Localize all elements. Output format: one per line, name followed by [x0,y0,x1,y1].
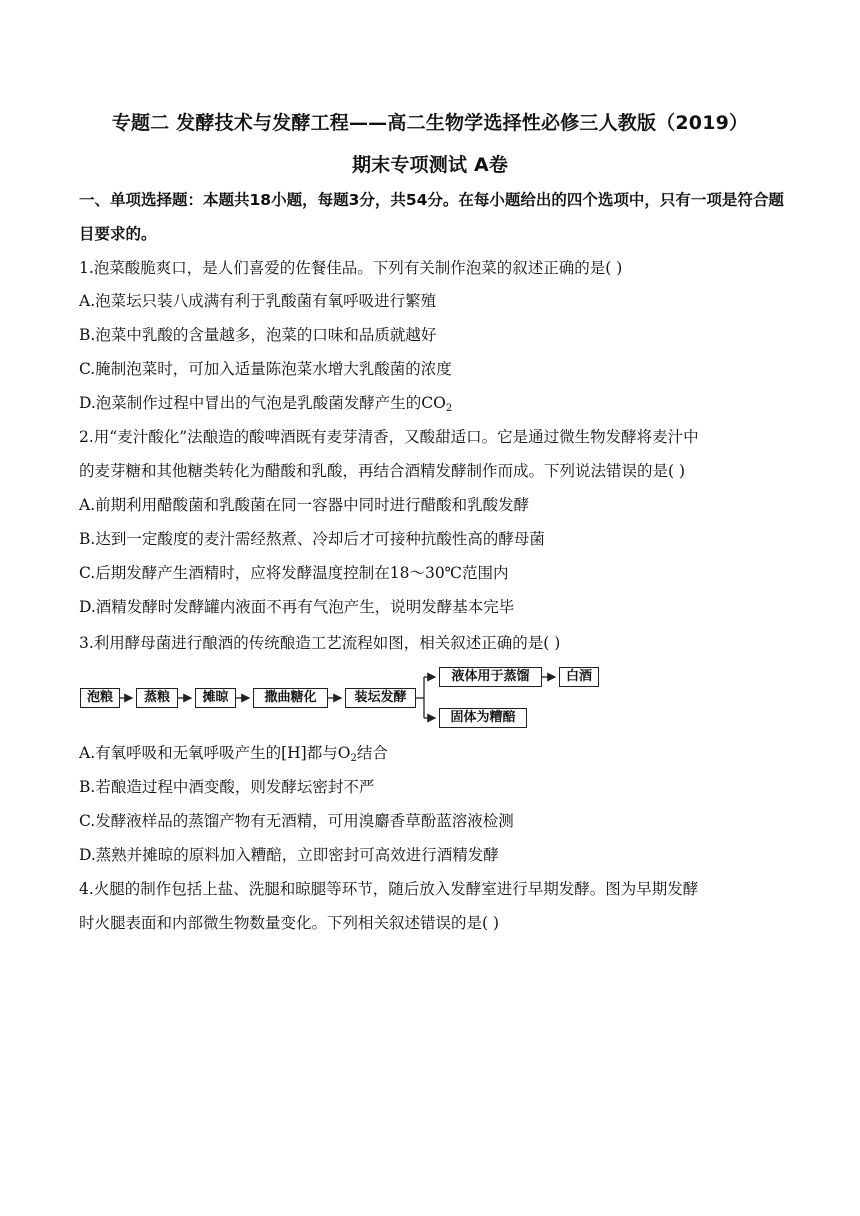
flow-box-liquid-distill: 液体用于蒸馏 [439,667,542,687]
question-1-option-d [79,392,791,420]
question-1-option-a: A.泡菜坛只装八成满有利于乳酸菌有氧呼吸进行繁殖 [79,292,437,310]
question-3-option-a [79,742,791,770]
question-3-stem: 3.利用酵母菌进行酿酒的传统酿造工艺流程如图，相关叙述正确的是( ) [79,634,561,652]
question-2-option-c: C.后期发酵产生酒精时，应将发酵温度控制在18～30℃范围内 [79,564,509,582]
question-3-option-c: C.发酵液样品的蒸馏产物有无酒精，可用溴麝香草酚蓝溶液检测 [79,812,514,830]
question-1-option-d-text: D.泡菜制作过程中冒出的气泡是乳酸菌发酵产生的CO [79,394,446,412]
question-1-stem: 1.泡菜酸脆爽口，是人们喜爱的佐餐佳品。下列有关制作泡菜的叙述正确的是( ) [79,259,623,277]
flow-box-add-koji: 撒曲糖化 [253,688,328,708]
flow-box-solid-residue: 固体为糟醅 [439,708,527,728]
question-2-stem-line2: 的麦芽糖和其他糖类转化为醋酸和乳酸，再结合酒精发酵制作而成。下列说法错误的是( ) [79,462,686,480]
question-2-option-d: D.酒精发酵时发酵罐内液面不再有气泡产生，说明发酵基本完毕 [79,598,515,616]
document-title-line1: 专题二 发酵技术与发酵工程——高二生物学选择性必修三人教版（2019） [111,112,749,134]
question-1-option-d-subscript: 2 [445,403,453,414]
question-1-option-b: B.泡菜中乳酸的含量越多，泡菜的口味和品质就越好 [79,326,437,344]
flow-box-spread-cool: 摊晾 [195,688,236,708]
question-4-stem-line2: 时火腿表面和内部微生物数量变化。下列相关叙述错误的是( ) [79,914,500,932]
question-3-option-a-subscript: 2 [350,753,357,764]
question-2-option-a: A.前期利用醋酸菌和乳酸菌在同一容器中同时进行醋酸和乳酸发酵 [79,496,530,514]
brewing-flow-diagram [78,666,618,736]
flow-box-steam-grain: 蒸粮 [136,688,178,708]
section-heading: 一、单项选择题：本题共18小题，每题3分，共54分。在每小题给出的四个选项中，只有一项是符合题目要求的。 [79,191,784,243]
question-3-option-b: B.若酿造过程中酒变酸，则发酵坛密封不严 [79,778,375,796]
question-4-stem-line1: 4.火腿的制作包括上盐、洗腿和晾腿等环节，随后放入发酵室进行早期发酵。图为早期发酵 [79,880,699,898]
question-3-option-d: D.蒸熟并摊晾的原料加入糟醅，立即密封可高效进行酒精发酵 [79,846,499,864]
flow-box-soak-grain: 泡粮 [80,688,120,708]
question-2-stem-line1: 2.用“麦汁酸化”法酿造的酸啤酒既有麦芽清香，又酸甜适口。它是通过微生物发酵将麦汁中 [79,428,699,446]
question-3-option-a-text: A.有氧呼吸和无氧呼吸产生的[H]都与O [79,744,351,762]
question-3-option-a-tail: 结合 [356,744,388,762]
question-2-option-b: B.达到一定酸度的麦汁需经熬煮、冷却后才可接种抗酸性高的酵母菌 [79,530,545,548]
document-title-line2: 期末专项测试 A卷 [351,154,509,176]
question-1-option-c: C.腌制泡菜时，可加入适量陈泡菜水增大乳酸菌的浓度 [79,360,452,378]
flow-box-liquor: 白酒 [559,667,599,687]
flow-box-jar-fermentation: 装坛发酵 [345,688,416,708]
